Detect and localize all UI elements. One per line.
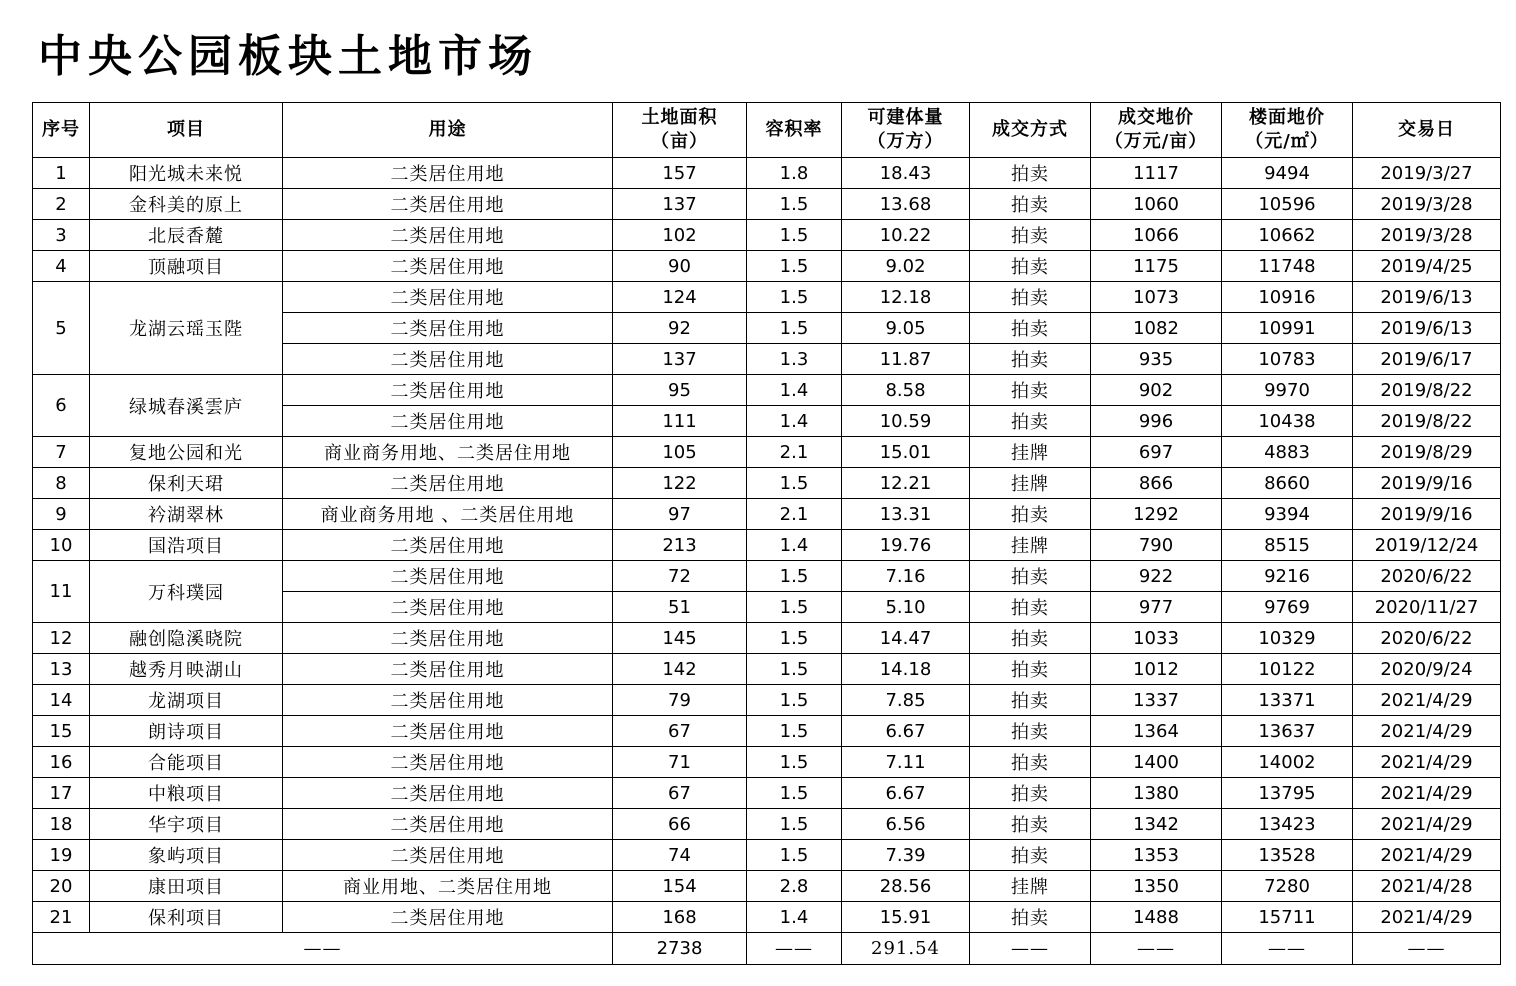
cell-date: 2020/6/22 (1353, 623, 1501, 654)
cell-far: 1.5 (747, 189, 842, 220)
cell-price: 1033 (1091, 623, 1222, 654)
cell-date: 2021/4/28 (1353, 871, 1501, 902)
cell-method: 拍卖 (970, 747, 1091, 778)
cell-usage: 二类居住用地 (283, 251, 613, 282)
cell-project: 象屿项目 (90, 840, 283, 871)
cell-far: 1.5 (747, 685, 842, 716)
cell-method: 拍卖 (970, 282, 1091, 313)
header-floor-price (1222, 103, 1353, 158)
cell-usage: 二类居住用地 (283, 189, 613, 220)
cell-usage: 二类居住用地 (283, 561, 613, 592)
cell-usage: 二类居住用地 (283, 282, 613, 313)
cell-land-area: 137 (613, 344, 747, 375)
cell-usage: 二类居住用地 (283, 654, 613, 685)
cell-project: 合能项目 (90, 747, 283, 778)
cell-volume: 6.67 (842, 778, 970, 809)
header-usage: 用途 (283, 103, 613, 158)
cell-seq: 5 (33, 282, 90, 375)
table-row (33, 282, 1501, 313)
cell-price: 1337 (1091, 685, 1222, 716)
cell-price: 922 (1091, 561, 1222, 592)
cell-land-area: 124 (613, 282, 747, 313)
cell-floor-price: 10916 (1222, 282, 1353, 313)
cell-land-area: 154 (613, 871, 747, 902)
cell-far: 1.5 (747, 561, 842, 592)
cell-volume: 7.16 (842, 561, 970, 592)
cell-price: 1488 (1091, 902, 1222, 933)
cell-method: 拍卖 (970, 158, 1091, 189)
cell-land-area: 71 (613, 747, 747, 778)
total-row (33, 933, 1501, 965)
cell-volume: 14.18 (842, 654, 970, 685)
cell-floor-price: 10662 (1222, 220, 1353, 251)
cell-floor-price: 13795 (1222, 778, 1353, 809)
table-row (33, 747, 1501, 778)
table-row (33, 437, 1501, 468)
cell-method: 挂牌 (970, 530, 1091, 561)
cell-volume: 9.02 (842, 251, 970, 282)
cell-project: 北辰香麓 (90, 220, 283, 251)
cell-volume: 7.11 (842, 747, 970, 778)
cell-seq: 15 (33, 716, 90, 747)
cell-method: 拍卖 (970, 313, 1091, 344)
cell-far: 1.4 (747, 902, 842, 933)
cell-far: 1.5 (747, 747, 842, 778)
cell-project: 保利项目 (90, 902, 283, 933)
cell-usage: 二类居住用地 (283, 716, 613, 747)
cell-method: 挂牌 (970, 468, 1091, 499)
table-row (33, 251, 1501, 282)
cell-method: 拍卖 (970, 375, 1091, 406)
cell-date: 2019/12/24 (1353, 530, 1501, 561)
cell-usage: 二类居住用地 (283, 685, 613, 716)
cell-seq: 16 (33, 747, 90, 778)
cell-land-area: 66 (613, 809, 747, 840)
table-row (33, 468, 1501, 499)
cell-project: 朗诗项目 (90, 716, 283, 747)
cell-volume: 15.91 (842, 902, 970, 933)
cell-seq: 4 (33, 251, 90, 282)
cell-date: 2021/4/29 (1353, 902, 1501, 933)
cell-method: 拍卖 (970, 840, 1091, 871)
cell-volume: 9.05 (842, 313, 970, 344)
table-row (33, 809, 1501, 840)
cell-far: 1.5 (747, 313, 842, 344)
cell-seq: 2 (33, 189, 90, 220)
cell-usage: 商业商务用地、二类居住用地 (283, 437, 613, 468)
total-far: —— (747, 933, 842, 965)
cell-date: 2021/4/29 (1353, 840, 1501, 871)
cell-method: 拍卖 (970, 716, 1091, 747)
cell-land-area: 137 (613, 189, 747, 220)
cell-price: 1292 (1091, 499, 1222, 530)
cell-far: 1.3 (747, 344, 842, 375)
cell-date: 2019/8/29 (1353, 437, 1501, 468)
cell-price: 902 (1091, 375, 1222, 406)
table-row (33, 840, 1501, 871)
cell-price: 996 (1091, 406, 1222, 437)
cell-far: 1.5 (747, 220, 842, 251)
header-date: 交易日 (1353, 103, 1501, 158)
cell-far: 1.5 (747, 623, 842, 654)
cell-seq: 14 (33, 685, 90, 716)
cell-method: 拍卖 (970, 685, 1091, 716)
header-project: 项目 (90, 103, 283, 158)
cell-land-area: 111 (613, 406, 747, 437)
cell-price: 1400 (1091, 747, 1222, 778)
cell-volume: 15.01 (842, 437, 970, 468)
cell-seq: 20 (33, 871, 90, 902)
cell-project: 复地公园和光 (90, 437, 283, 468)
header-land-area-line1: 土地面积 (641, 107, 718, 128)
cell-floor-price: 10329 (1222, 623, 1353, 654)
cell-volume: 13.31 (842, 499, 970, 530)
cell-land-area: 67 (613, 716, 747, 747)
cell-project: 阳光城未来悦 (90, 158, 283, 189)
table-row (33, 871, 1501, 902)
cell-method: 拍卖 (970, 251, 1091, 282)
cell-price: 977 (1091, 592, 1222, 623)
header-price-line2: （万元/亩） (1104, 131, 1208, 152)
cell-seq: 10 (33, 530, 90, 561)
cell-price: 1066 (1091, 220, 1222, 251)
cell-floor-price: 10596 (1222, 189, 1353, 220)
cell-floor-price: 7280 (1222, 871, 1353, 902)
cell-date: 2021/4/29 (1353, 685, 1501, 716)
cell-land-area: 157 (613, 158, 747, 189)
cell-land-area: 102 (613, 220, 747, 251)
cell-price: 1380 (1091, 778, 1222, 809)
cell-project: 融创隐溪晓院 (90, 623, 283, 654)
cell-volume: 10.59 (842, 406, 970, 437)
cell-floor-price: 4883 (1222, 437, 1353, 468)
cell-seq: 8 (33, 468, 90, 499)
cell-land-area: 145 (613, 623, 747, 654)
cell-volume: 18.43 (842, 158, 970, 189)
cell-usage: 商业商务用地 、二类居住用地 (283, 499, 613, 530)
cell-land-area: 122 (613, 468, 747, 499)
cell-usage: 二类居住用地 (283, 158, 613, 189)
cell-price: 1342 (1091, 809, 1222, 840)
cell-date: 2019/9/16 (1353, 468, 1501, 499)
total-area: 2738 (613, 933, 747, 965)
total-volume: 291.54 (842, 933, 970, 965)
cell-project: 康田项目 (90, 871, 283, 902)
cell-seq: 21 (33, 902, 90, 933)
cell-land-area: 74 (613, 840, 747, 871)
cell-volume: 12.18 (842, 282, 970, 313)
cell-usage: 二类居住用地 (283, 220, 613, 251)
cell-floor-price: 10991 (1222, 313, 1353, 344)
header-volume (842, 103, 970, 158)
cell-seq: 13 (33, 654, 90, 685)
table-row (33, 902, 1501, 933)
table-row (33, 189, 1501, 220)
table-row (33, 530, 1501, 561)
cell-price: 1060 (1091, 189, 1222, 220)
cell-project: 越秀月映湖山 (90, 654, 283, 685)
cell-floor-price: 9970 (1222, 375, 1353, 406)
cell-method: 拍卖 (970, 778, 1091, 809)
cell-seq: 19 (33, 840, 90, 871)
cell-land-area: 72 (613, 561, 747, 592)
table-row (33, 375, 1501, 406)
table-row (33, 499, 1501, 530)
cell-project: 保利天珺 (90, 468, 283, 499)
cell-date: 2021/4/29 (1353, 747, 1501, 778)
cell-seq: 1 (33, 158, 90, 189)
cell-price: 1082 (1091, 313, 1222, 344)
cell-floor-price: 10122 (1222, 654, 1353, 685)
cell-usage: 二类居住用地 (283, 778, 613, 809)
cell-far: 1.4 (747, 406, 842, 437)
cell-volume: 7.85 (842, 685, 970, 716)
cell-method: 拍卖 (970, 220, 1091, 251)
cell-far: 2.1 (747, 499, 842, 530)
cell-volume: 8.58 (842, 375, 970, 406)
cell-volume: 6.67 (842, 716, 970, 747)
cell-far: 1.5 (747, 809, 842, 840)
cell-price: 1117 (1091, 158, 1222, 189)
cell-date: 2019/3/28 (1353, 189, 1501, 220)
cell-seq: 6 (33, 375, 90, 437)
cell-price: 935 (1091, 344, 1222, 375)
cell-land-area: 95 (613, 375, 747, 406)
cell-project: 龙湖项目 (90, 685, 283, 716)
total-floor-price: —— (1222, 933, 1353, 965)
cell-project: 龙湖云瑶玉陛 (90, 282, 283, 375)
cell-date: 2020/6/22 (1353, 561, 1501, 592)
cell-far: 1.5 (747, 592, 842, 623)
header-floor-price-line2: （元/㎡） (1245, 131, 1329, 152)
cell-date: 2019/9/16 (1353, 499, 1501, 530)
cell-date: 2019/6/13 (1353, 313, 1501, 344)
cell-usage: 二类居住用地 (283, 468, 613, 499)
table-row (33, 654, 1501, 685)
header-land-area (613, 103, 747, 158)
cell-floor-price: 10783 (1222, 344, 1353, 375)
cell-project: 中粮项目 (90, 778, 283, 809)
total-method: —— (970, 933, 1091, 965)
cell-volume: 12.21 (842, 468, 970, 499)
cell-date: 2019/4/25 (1353, 251, 1501, 282)
cell-far: 1.5 (747, 716, 842, 747)
cell-usage: 二类居住用地 (283, 840, 613, 871)
cell-land-area: 79 (613, 685, 747, 716)
table-row (33, 778, 1501, 809)
cell-seq: 17 (33, 778, 90, 809)
table-row (33, 220, 1501, 251)
header-price (1091, 103, 1222, 158)
cell-project: 华宇项目 (90, 809, 283, 840)
cell-land-area: 142 (613, 654, 747, 685)
cell-land-area: 67 (613, 778, 747, 809)
cell-project: 绿城春溪雲庐 (90, 375, 283, 437)
table-row (33, 623, 1501, 654)
cell-far: 1.8 (747, 158, 842, 189)
header-price-line1: 成交地价 (1118, 107, 1194, 128)
cell-land-area: 97 (613, 499, 747, 530)
cell-price: 790 (1091, 530, 1222, 561)
cell-method: 拍卖 (970, 561, 1091, 592)
cell-seq: 3 (33, 220, 90, 251)
header-volume-line2: （万方） (867, 131, 944, 152)
page-title: 中央公园板块土地市场 (38, 31, 538, 82)
cell-far: 1.5 (747, 778, 842, 809)
cell-usage: 二类居住用地 (283, 902, 613, 933)
cell-land-area: 51 (613, 592, 747, 623)
cell-price: 1364 (1091, 716, 1222, 747)
cell-date: 2019/8/22 (1353, 406, 1501, 437)
cell-land-area: 92 (613, 313, 747, 344)
cell-far: 2.1 (747, 437, 842, 468)
cell-method: 拍卖 (970, 592, 1091, 623)
header-seq: 序号 (33, 103, 90, 158)
header-land-area-line2: （亩） (651, 131, 708, 152)
header-far: 容积率 (747, 103, 842, 158)
cell-method: 拍卖 (970, 499, 1091, 530)
cell-date: 2019/8/22 (1353, 375, 1501, 406)
cell-usage: 二类居住用地 (283, 747, 613, 778)
cell-method: 拍卖 (970, 623, 1091, 654)
total-price: —— (1091, 933, 1222, 965)
cell-far: 1.5 (747, 282, 842, 313)
cell-land-area: 105 (613, 437, 747, 468)
cell-land-area: 90 (613, 251, 747, 282)
cell-project: 顶融项目 (90, 251, 283, 282)
cell-method: 拍卖 (970, 344, 1091, 375)
cell-date: 2021/4/29 (1353, 809, 1501, 840)
header-volume-line1: 可建体量 (867, 107, 944, 128)
cell-method: 拍卖 (970, 654, 1091, 685)
cell-floor-price: 13371 (1222, 685, 1353, 716)
cell-land-area: 168 (613, 902, 747, 933)
cell-method: 挂牌 (970, 437, 1091, 468)
cell-method: 拍卖 (970, 189, 1091, 220)
cell-date: 2019/6/17 (1353, 344, 1501, 375)
cell-method: 拍卖 (970, 809, 1091, 840)
cell-seq: 11 (33, 561, 90, 623)
total-label: —— (33, 933, 613, 965)
table-row (33, 561, 1501, 592)
cell-floor-price: 9216 (1222, 561, 1353, 592)
cell-price: 697 (1091, 437, 1222, 468)
cell-date: 2020/9/24 (1353, 654, 1501, 685)
cell-price: 1350 (1091, 871, 1222, 902)
header-floor-price-line1: 楼面地价 (1249, 107, 1325, 128)
table-row (33, 158, 1501, 189)
cell-price: 1073 (1091, 282, 1222, 313)
cell-volume: 10.22 (842, 220, 970, 251)
cell-seq: 18 (33, 809, 90, 840)
cell-volume: 14.47 (842, 623, 970, 654)
cell-floor-price: 15711 (1222, 902, 1353, 933)
cell-usage: 二类居住用地 (283, 530, 613, 561)
cell-volume: 28.56 (842, 871, 970, 902)
cell-far: 1.5 (747, 654, 842, 685)
land-market-table (32, 102, 1501, 965)
cell-floor-price: 10438 (1222, 406, 1353, 437)
cell-usage: 二类居住用地 (283, 375, 613, 406)
cell-method: 拍卖 (970, 406, 1091, 437)
cell-far: 1.4 (747, 375, 842, 406)
cell-date: 2021/4/29 (1353, 778, 1501, 809)
cell-volume: 6.56 (842, 809, 970, 840)
header-row (33, 103, 1501, 158)
cell-floor-price: 13637 (1222, 716, 1353, 747)
cell-project: 万科璞园 (90, 561, 283, 623)
header-method: 成交方式 (970, 103, 1091, 158)
cell-floor-price: 8515 (1222, 530, 1353, 561)
cell-floor-price: 11748 (1222, 251, 1353, 282)
cell-date: 2020/11/27 (1353, 592, 1501, 623)
cell-project: 衿湖翠林 (90, 499, 283, 530)
cell-far: 1.5 (747, 840, 842, 871)
cell-far: 1.5 (747, 468, 842, 499)
cell-usage: 二类居住用地 (283, 592, 613, 623)
cell-volume: 5.10 (842, 592, 970, 623)
cell-floor-price: 13423 (1222, 809, 1353, 840)
cell-price: 1012 (1091, 654, 1222, 685)
cell-project: 国浩项目 (90, 530, 283, 561)
cell-price: 1175 (1091, 251, 1222, 282)
cell-volume: 11.87 (842, 344, 970, 375)
table-row (33, 716, 1501, 747)
cell-usage: 商业用地、二类居住用地 (283, 871, 613, 902)
cell-date: 2019/3/27 (1353, 158, 1501, 189)
cell-volume: 13.68 (842, 189, 970, 220)
cell-seq: 9 (33, 499, 90, 530)
cell-floor-price: 9769 (1222, 592, 1353, 623)
cell-method: 拍卖 (970, 902, 1091, 933)
cell-usage: 二类居住用地 (283, 809, 613, 840)
cell-usage: 二类居住用地 (283, 313, 613, 344)
cell-project: 金科美的原上 (90, 189, 283, 220)
cell-floor-price: 14002 (1222, 747, 1353, 778)
cell-method: 挂牌 (970, 871, 1091, 902)
cell-floor-price: 8660 (1222, 468, 1353, 499)
cell-floor-price: 9494 (1222, 158, 1353, 189)
cell-volume: 19.76 (842, 530, 970, 561)
cell-far: 1.4 (747, 530, 842, 561)
cell-price: 866 (1091, 468, 1222, 499)
total-date: —— (1353, 933, 1501, 965)
cell-usage: 二类居住用地 (283, 344, 613, 375)
cell-price: 1353 (1091, 840, 1222, 871)
cell-date: 2019/3/28 (1353, 220, 1501, 251)
cell-usage: 二类居住用地 (283, 406, 613, 437)
cell-far: 1.5 (747, 251, 842, 282)
cell-seq: 7 (33, 437, 90, 468)
cell-floor-price: 13528 (1222, 840, 1353, 871)
cell-seq: 12 (33, 623, 90, 654)
cell-usage: 二类居住用地 (283, 623, 613, 654)
cell-date: 2019/6/13 (1353, 282, 1501, 313)
table-row (33, 685, 1501, 716)
cell-volume: 7.39 (842, 840, 970, 871)
cell-floor-price: 9394 (1222, 499, 1353, 530)
cell-date: 2021/4/29 (1353, 716, 1501, 747)
cell-far: 2.8 (747, 871, 842, 902)
cell-land-area: 213 (613, 530, 747, 561)
